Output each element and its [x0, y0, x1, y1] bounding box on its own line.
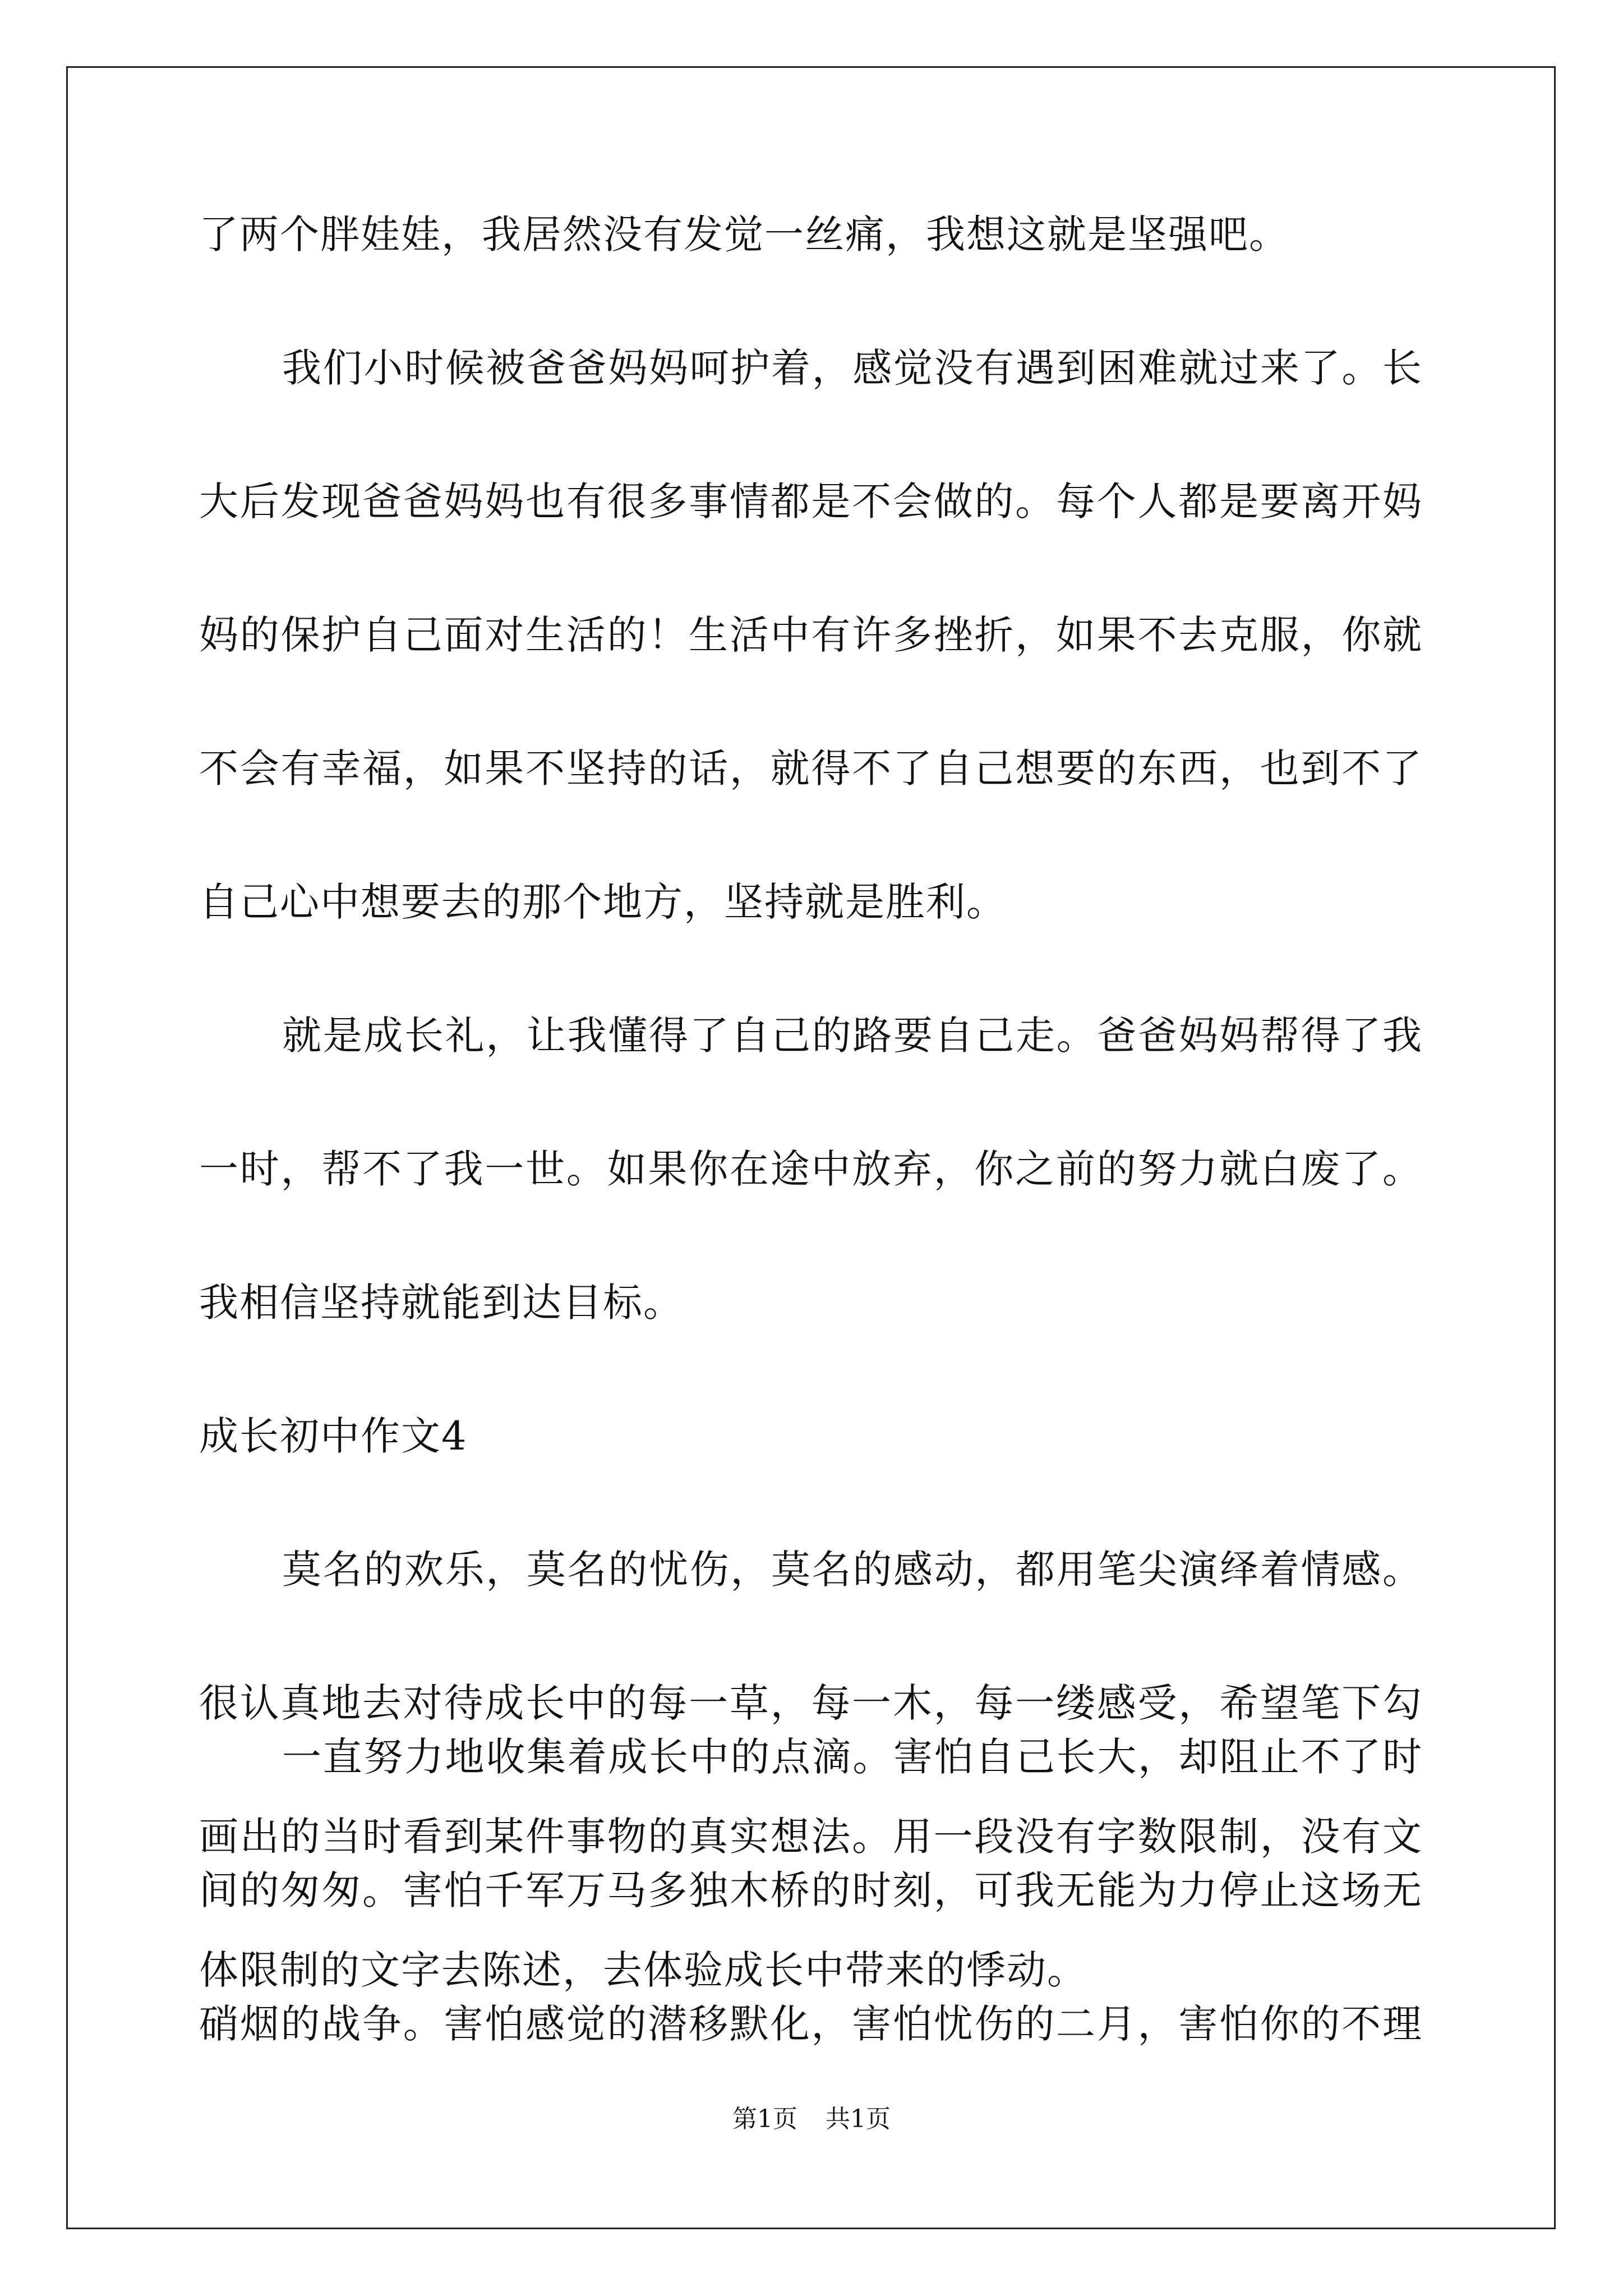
text-line: 间的匆匆。害怕千军万马多独木桥的时刻，可我无能为力停止这场无 — [199, 1867, 1422, 1913]
text-line: 画出的当时看到某件事物的真实想法。用一段没有字数限制，没有文 — [199, 1814, 1422, 1860]
page-footer — [0, 2102, 1623, 2136]
text-line: 不会有幸福，如果不坚持的话，就得不了自己想要的东西，也到不了 — [199, 746, 1422, 792]
paragraph-first-line: 我们小时候被爸爸妈妈呵护着，感觉没有遇到困难就过来了。长 — [282, 345, 1422, 391]
section-heading: 成长初中作文4 — [199, 1413, 468, 1459]
paragraph-first-line: 莫名的欢乐，莫名的忧伤，莫名的感动，都用笔尖演绎着情感。 — [282, 1547, 1422, 1593]
text-line: 妈的保护自己面对生活的！生活中有许多挫折，如果不去克服，你就 — [199, 612, 1422, 658]
text-line: 了两个胖娃娃，我居然没有发觉一丝痛，我想这就是坚强吧。 — [199, 211, 1289, 257]
text-line: 体限制的文字去陈述，去体验成长中带来的悸动。 — [199, 1947, 1087, 1993]
paragraph-first-line: 一直努力地收集着成长中的点滴。害怕自己长大，却阻止不了时 — [282, 1734, 1422, 1780]
text-line: 很认真地去对待成长中的每一草，每一木，每一缕感受，希望笔下勾 — [199, 1680, 1422, 1726]
page-number-total: 共1页 — [826, 2105, 891, 2133]
text-line: 我相信坚持就能到达目标。 — [199, 1280, 684, 1326]
text-line: 硝烟的战争。害怕感觉的潜移默化，害怕忧伤的二月，害怕你的不理 — [199, 2001, 1422, 2047]
page-number-current: 第1页 — [732, 2105, 797, 2133]
text-line: 一时，帮不了我一世。如果你在途中放弃，你之前的努力就白废了。 — [199, 1146, 1422, 1192]
text-line: 大后发现爸爸妈妈也有很多事情都是不会做的。每个人都是要离开妈 — [199, 478, 1422, 524]
text-line: 自己心中想要去的那个地方，坚持就是胜利。 — [199, 879, 1007, 925]
paragraph-first-line: 就是成长礼，让我懂得了自己的路要自己走。爸爸妈妈帮得了我 — [282, 1013, 1422, 1059]
